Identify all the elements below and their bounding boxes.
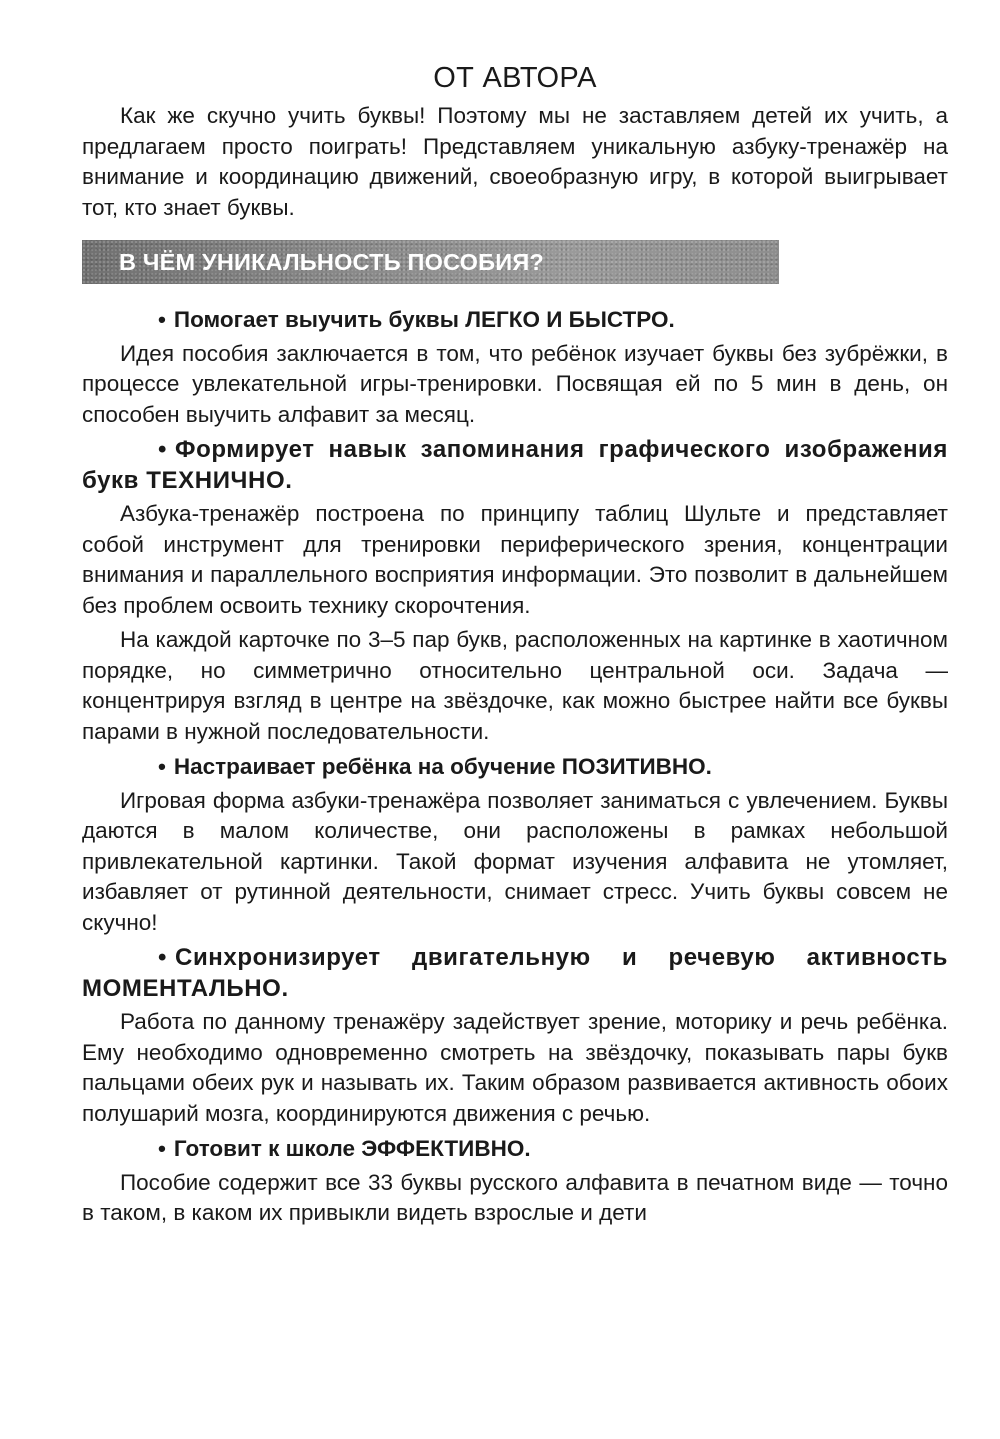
bullet-heading-5 (82, 1133, 948, 1165)
body-paragraph: На каждой карточке по 3–5 пар букв, расположенных на картинке в хаотичном порядке, но симметрично относительно центральной оси. Задача — концентрируя взгляд в центре на звёздочке, как можно быстрее найти все буквы парами в нужной последовательности. (82, 627, 948, 744)
page (82, 62, 948, 1229)
bullet-text: Формирует навык запоминания графического изображения букв ТЕХНИЧНО. (82, 436, 948, 494)
bullet-heading-3 (82, 751, 948, 783)
body-paragraph: Азбука-тренажёр построена по принципу таблиц Шульте и представляет собой инструмент для тренировки периферического зрения, концентрации внимания и параллельного восприятия информации. Это позволит в дальнейшем без проблем освоить технику скорочтения. (82, 501, 948, 618)
bullet-icon: • (158, 307, 166, 332)
bullet-icon: • (158, 436, 168, 463)
page-title: ОТ АВТОРА (433, 62, 597, 94)
body-paragraph: Идея пособия заключается в том, что ребёнок изучает буквы без зубрёжки, в процессе увлекательной игры-тренировки. Посвящая ей по 5 мин в день, он способен выучить алфавит за месяц. (82, 340, 948, 427)
bullet-text: Настраивает ребёнка на обучение ПОЗИТИВНО. (173, 754, 712, 779)
bullet-icon: • (158, 1136, 166, 1161)
bullet-text: Синхронизирует двигательную и речевую активность МОМЕНТАЛЬНО. (82, 944, 948, 1002)
intro-paragraph: Как же скучно учить буквы! Поэтому мы не заставляем детей их учить, а предлагаем просто поиграть! Представляем уникальную азбуку-тренажёр на внимание и координацию движений, своеобразную игру, в которой выигрывает тот, кто знает буквы. (82, 103, 948, 220)
bullet-heading-2 (82, 434, 948, 496)
bullet-text: Помогает выучить буквы ЛЕГКО И БЫСТРО. (173, 307, 675, 332)
section-banner (82, 240, 779, 284)
body-paragraph: Пособие содержит все 33 буквы русского алфавита в печатном виде — точно в таком, в каком их привыкли видеть взрослые и дети (82, 1169, 948, 1225)
bullet-icon: • (158, 754, 166, 779)
bullet-heading-4 (82, 942, 948, 1004)
bullet-icon: • (158, 944, 168, 971)
body-paragraph: Игровая форма азбуки-тренажёра позволяет заниматься с увлечением. Буквы даются в малом количестве, они расположены в рамках небольшой привлекательной картинки. Такой формат изучения алфавита не утомляет, избавляет от рутинной деятельности, снимает стресс. Учить буквы совсем не скучно! (82, 787, 948, 935)
banner-heading: В ЧЁМ УНИКАЛЬНОСТЬ ПОСОБИЯ? (119, 248, 544, 275)
bullet-text: Готовит к школе ЭФФЕКТИВНО. (173, 1136, 531, 1161)
bullet-heading-1 (82, 304, 948, 336)
body-paragraph: Работа по данному тренажёру задействует зрение, моторику и речь ребёнка. Ему необходимо одновременно смотреть на звёздочку, показывать пары букв пальцами обеих рук и называть их. Таким образом развивается активность обоих полушарий мозга, координируются движения с речью. (82, 1009, 948, 1126)
